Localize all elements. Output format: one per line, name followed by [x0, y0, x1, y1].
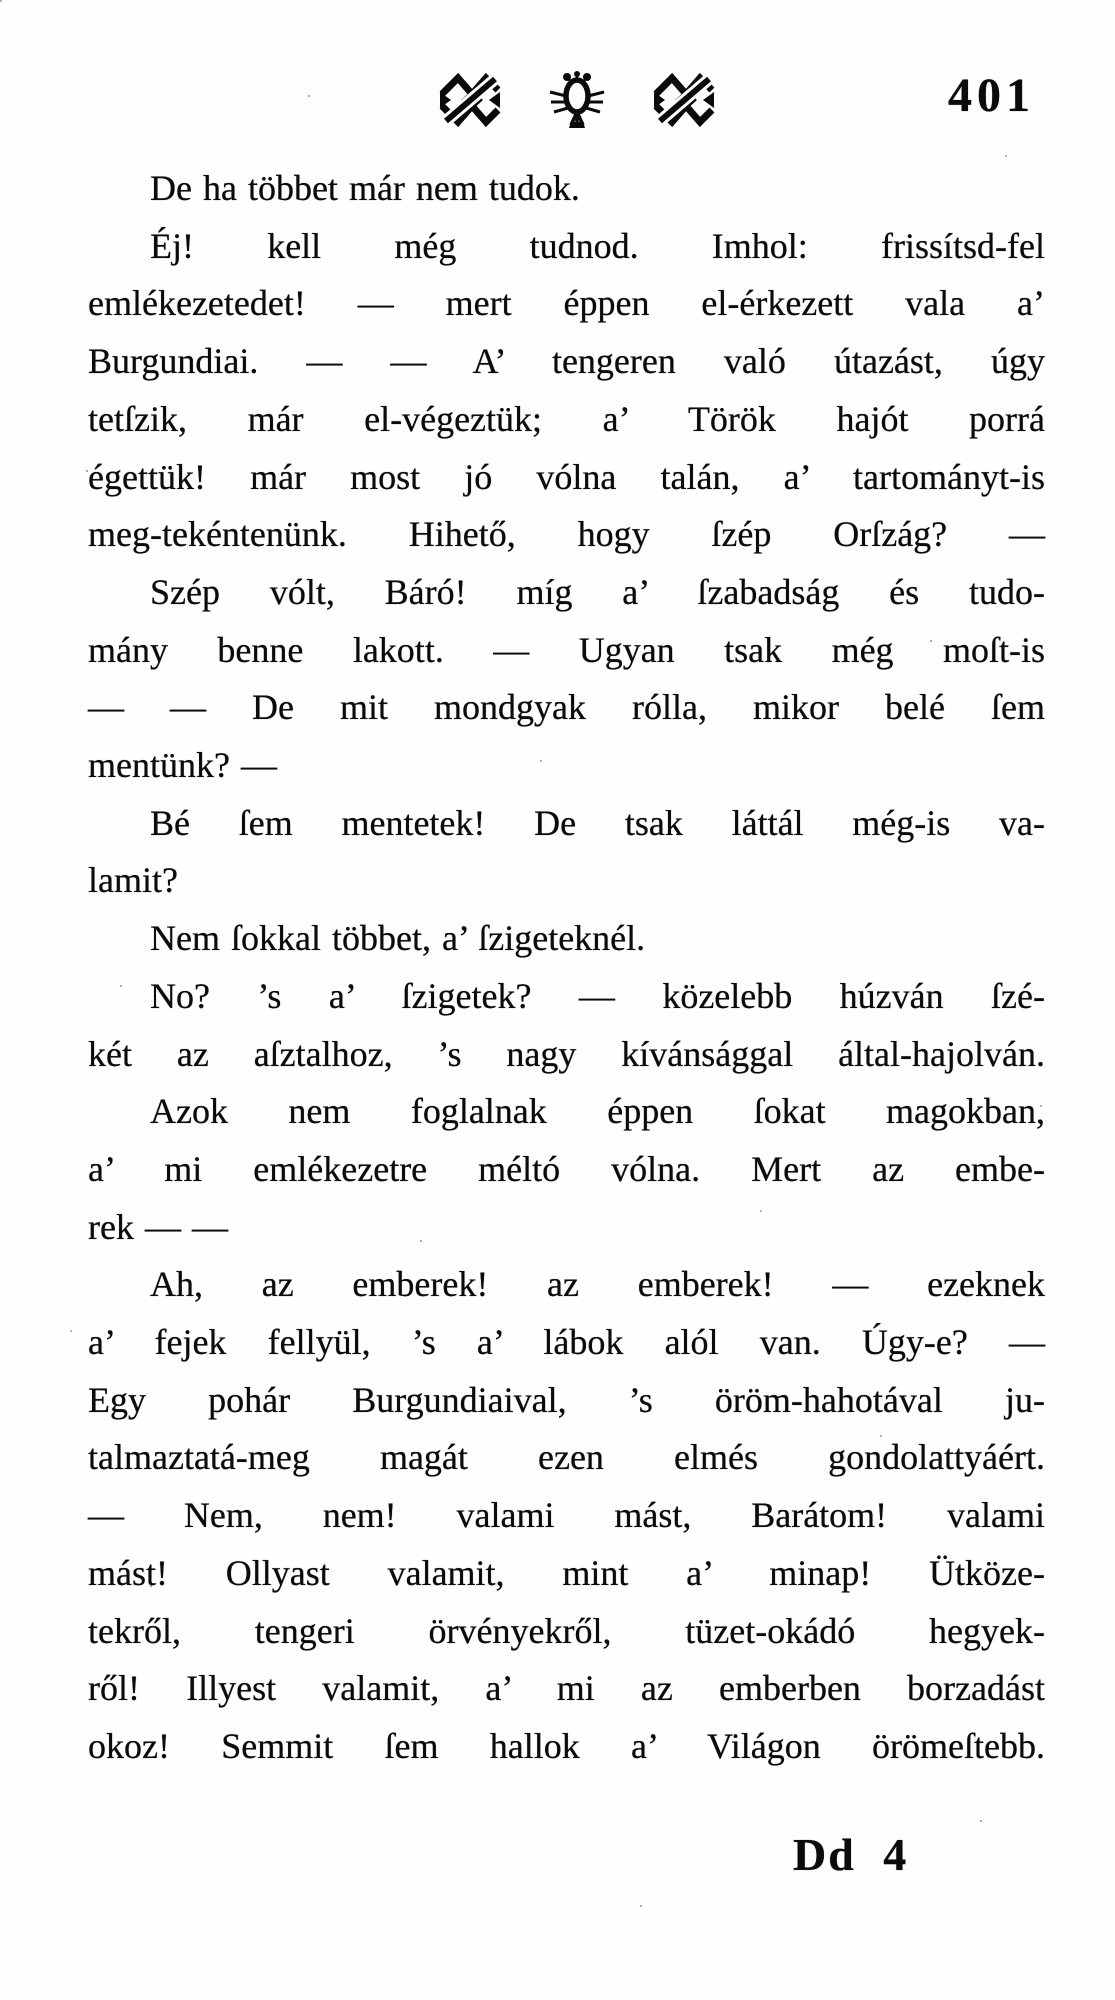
- text-line: tetſzik, már el-végeztük; a’ Török hajót porrá: [88, 398, 1045, 439]
- text-line: — — De mit mondgyak rólla, mikor belé ſem: [88, 687, 1045, 728]
- text-line: tekről, tengeri örvényekről, tüzet-okádó hegyek-: [88, 1610, 1045, 1651]
- text-block: [88, 160, 1045, 1776]
- text-line: — Nem, nem! valami mást, Barátom! valami: [88, 1495, 1045, 1536]
- text-line: rek — —: [88, 1206, 228, 1247]
- text-line: mány benne lakott. — Ugyan tsak még moſt-is: [88, 629, 1045, 670]
- text-line: két az aſztalhoz, ’s nagy kívánsággal által-hajolván.: [88, 1033, 1045, 1074]
- floral-ornament-icon: [547, 70, 607, 130]
- text-line: Bé ſem mentetek! De tsak láttál még-is va-: [150, 802, 1045, 843]
- text-line: Szép vólt, Báró! míg a’ ſzabadság és tudo-: [150, 571, 1045, 612]
- header-ornaments: [438, 70, 716, 130]
- text-line: okoz! Semmit ſem hallok a’ Világon örömeſtebb.: [88, 1725, 1045, 1766]
- text-line: lamit?: [88, 860, 178, 901]
- text-line: Burgundiai. — — A’ tengeren való útazást, úgy: [88, 341, 1045, 382]
- text-line: Ah, az emberek! az emberek! — ezeknek: [150, 1264, 1045, 1305]
- text-line: mást! Ollyast valamit, mint a’ minap! Ütköze-: [88, 1552, 1045, 1593]
- text-line: Azok nem foglalnak éppen ſokat magokban,: [150, 1091, 1045, 1132]
- text-line: Nem ſokkal többet, a’ ſzigeteknél.: [150, 918, 646, 959]
- text-line: Éj! kell még tudnod. Imhol: frissítsd-fel: [150, 225, 1045, 266]
- signature-mark: Dd 4: [793, 1829, 909, 1880]
- text-line: emlékezetedet! — mert éppen el-érkezett vala a’: [88, 283, 1045, 324]
- zigzag-ornament-icon: [652, 73, 716, 127]
- text-line: No? ’s a’ ſzigetek? — közelebb húzván ſzé-: [150, 975, 1045, 1016]
- text-line: mentünk? —: [88, 745, 277, 786]
- text-line: a’ mi emlékezetre méltó vólna. Mert az embe-: [88, 1148, 1045, 1189]
- page-number: 401: [948, 69, 1035, 122]
- text-line: De ha többet már nem tudok.: [150, 168, 580, 208]
- text-line: égettük! már most jó vólna talán, a’ tartományt-is: [88, 456, 1045, 497]
- text-line: a’ fejek fellyül, ’s a’ lábok alól van. Úgy-e? —: [88, 1322, 1045, 1363]
- text-line: ről! Illyest valamit, a’ mi az emberben borzadást: [88, 1668, 1045, 1709]
- text-line: meg-tekéntenünk. Hihető, hogy ſzép Orſzág? —: [88, 514, 1045, 555]
- zigzag-ornament-icon: [438, 73, 502, 127]
- text-line: talmaztatá-meg magát ezen elmés gondolattyáért.: [88, 1437, 1045, 1478]
- text-line: Egy pohár Burgundiaival, ’s öröm-hahotával ju-: [88, 1379, 1045, 1420]
